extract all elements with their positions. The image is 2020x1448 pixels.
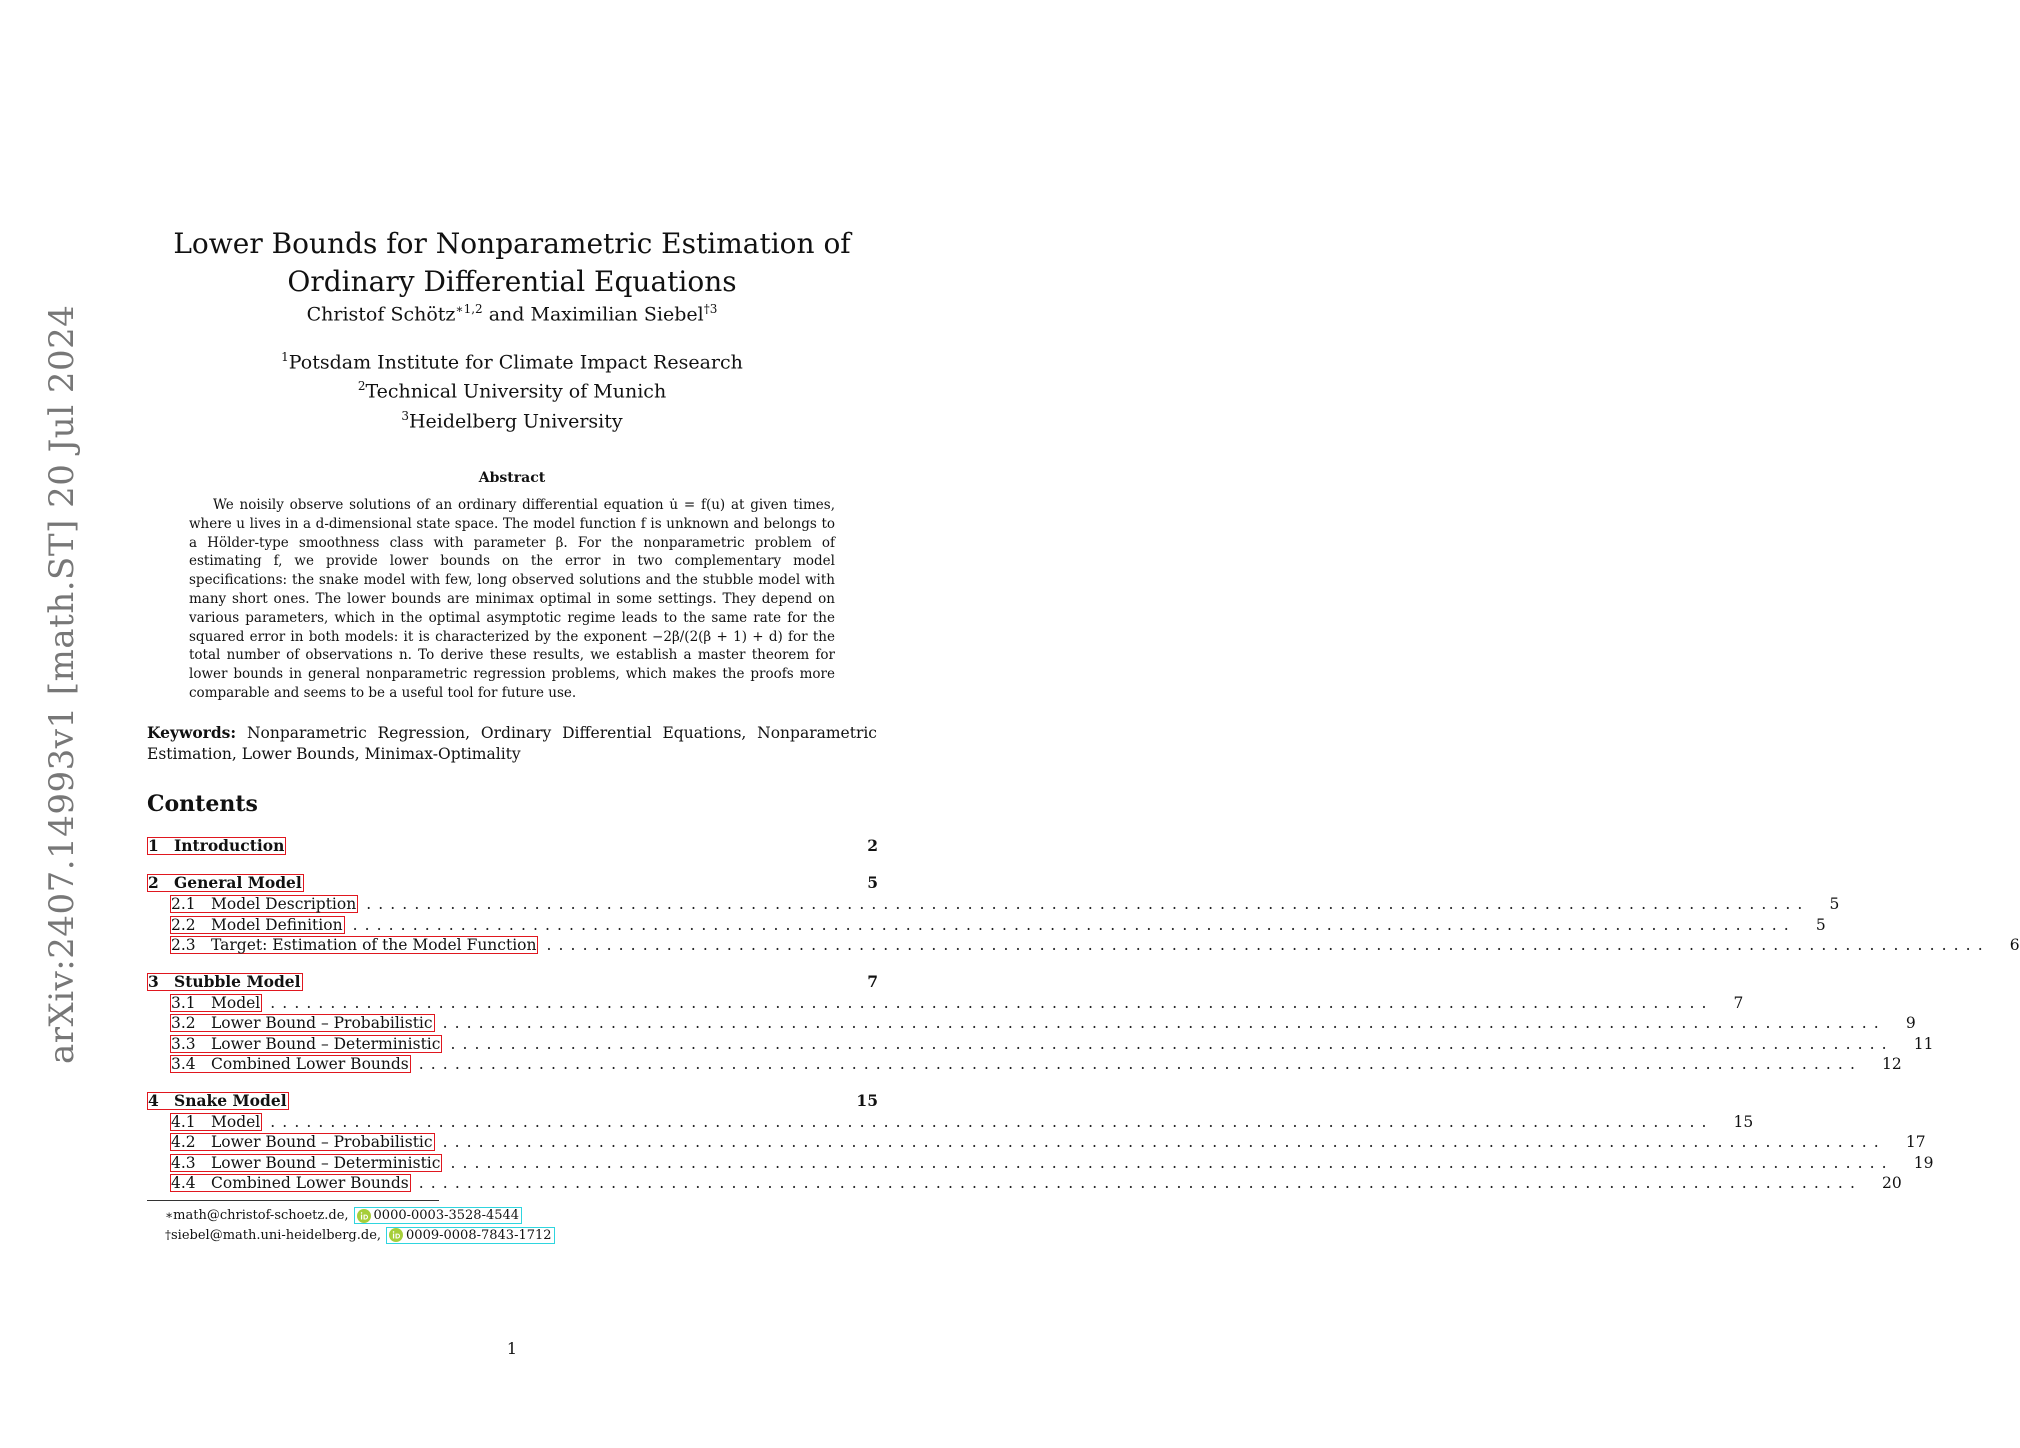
toc-page: 5 (1829, 895, 1840, 913)
toc-title: Stubble Model (174, 971, 301, 991)
toc-link[interactable] (170, 1014, 435, 1032)
footnote-mark: ∗ (165, 1208, 174, 1222)
keywords (147, 722, 877, 765)
toc-subentry (147, 894, 1840, 915)
toc-title: Introduction (174, 836, 285, 855)
affiliation (150, 374, 874, 403)
toc-leader-dots: ........................................................................................................................ (442, 1133, 1886, 1151)
toc-leader-dots: ........................................................................................................................ (450, 1034, 1894, 1053)
toc-number: 3.1 (171, 993, 196, 1012)
abstract-text: We noisily observe solutions of an ordinary differential equation u̇ = f(u) at given times, where u lives in a d-dimensional state space. The model function f is unknown and belongs to a Hölder-type smoothness class with parameter β. For the nonparametric problem of estimating f, we provide lower bounds on the error in two complementary model specifications: the snake model with few, long observed solutions and the stubble model with many short ones. The lower bounds are minimax optimal in some settings. They depend on various parameters, which in the optimal asymptotic regime leads to the same rate for the squared error in both models: it is characterized by the exponent −2β/(2(β + 1) + d) for the total number of observations n. To derive these results, we establish a master theorem for lower bounds in general nonparametric regression problems, which makes the proofs more comparable and seems to be a useful tool for future use. (189, 497, 835, 701)
toc-entry (147, 972, 878, 993)
toc-leader-dots: ........................................................................................................................ (366, 895, 1810, 913)
toc-page: 11 (1913, 1034, 1934, 1053)
toc-number: 2.1 (171, 895, 196, 913)
toc-title: General Model (174, 873, 302, 892)
footnotes (165, 1206, 555, 1245)
toc-page: 15 (856, 1090, 878, 1110)
orcid-id: 0009-0008-7843-1712 (406, 1227, 552, 1243)
toc-link[interactable] (170, 1055, 411, 1073)
orcid-icon (389, 1228, 403, 1242)
author-superscript: ∗1,2 (455, 302, 483, 316)
toc-link[interactable] (147, 874, 304, 892)
affiliations (150, 345, 874, 433)
toc-link[interactable] (170, 1174, 411, 1192)
toc-section (147, 836, 878, 857)
author-connector: and (482, 303, 531, 326)
toc-link[interactable] (170, 1113, 262, 1131)
toc-page: 12 (1882, 1055, 1902, 1073)
toc-number: 4.4 (171, 1174, 196, 1192)
toc-entry (147, 1091, 878, 1112)
affiliation (150, 404, 874, 433)
author-superscript: †3 (703, 302, 718, 316)
table-of-contents (147, 836, 2020, 1210)
toc-number: 4.1 (171, 1112, 196, 1131)
toc-link[interactable] (170, 1035, 442, 1053)
toc-link[interactable] (170, 1154, 442, 1172)
orcid-link[interactable] (354, 1207, 523, 1224)
abstract-heading: Abstract (478, 470, 546, 486)
toc-page: 9 (1905, 1014, 1916, 1032)
affiliation-name: Potsdam Institute for Climate Impact Research (288, 351, 743, 374)
toc-page: 2 (867, 836, 878, 855)
footnote (165, 1226, 555, 1246)
toc-leader-dots: ........................................................................................................................ (352, 915, 1796, 934)
toc-subentry (147, 1054, 1902, 1075)
toc-number: 4.3 (171, 1153, 196, 1172)
orcid-link[interactable] (386, 1227, 555, 1244)
orcid-id: 0000-0003-3528-4544 (373, 1208, 520, 1224)
contents-heading: Contents (147, 791, 258, 817)
toc-title: Target: Estimation of the Model Function (211, 936, 537, 954)
toc-link[interactable] (147, 837, 286, 855)
toc-title: Model (211, 993, 261, 1012)
toc-link[interactable] (170, 895, 358, 913)
toc-title: Lower Bound – Probabilistic (211, 1014, 433, 1032)
arxiv-stamp[interactable]: arXiv:2407.14993v1 [math.ST] 20 Jul 2024 (42, 304, 82, 1064)
toc-page: 15 (1733, 1112, 1754, 1131)
toc-link[interactable] (147, 1092, 289, 1110)
toc-page: 19 (1913, 1153, 1934, 1172)
toc-section (147, 873, 2020, 956)
toc-leader-dots: ........................................................................................................................ (270, 1112, 1714, 1131)
affiliation (150, 345, 874, 374)
author-name: Maximilian Siebel (530, 303, 704, 326)
toc-section (147, 971, 1934, 1075)
toc-number: 3 (148, 971, 159, 991)
footnote-email[interactable]: siebel@math.uni-heidelberg.de, (171, 1227, 382, 1243)
affiliation-name: Heidelberg University (408, 409, 623, 432)
toc-leader-dots: ........................................................................................................................ (418, 1055, 1862, 1073)
orcid-icon (357, 1209, 371, 1223)
toc-subentry (147, 1034, 1934, 1055)
toc-leader-dots: ........................................................................................................................ (442, 1014, 1886, 1032)
footnote (165, 1206, 555, 1226)
toc-number: 2 (148, 873, 159, 892)
toc-leader-dots: ........................................................................................................................ (418, 1174, 1862, 1192)
toc-title: Lower Bound – Deterministic (211, 1153, 441, 1172)
toc-subentry (147, 993, 1744, 1014)
toc-subentry (147, 915, 1826, 936)
toc-link[interactable] (147, 973, 303, 991)
affiliation-mark: 2 (357, 379, 366, 394)
toc-entry (147, 873, 878, 894)
toc-number: 3.2 (171, 1014, 196, 1032)
affiliation-name: Technical University of Munich (365, 380, 667, 403)
toc-title: Model Description (211, 895, 357, 913)
author-name: Christof Schötz (306, 303, 456, 326)
footnote-rule (147, 1200, 439, 1201)
toc-number: 2.2 (171, 915, 196, 934)
toc-title: Lower Bound – Deterministic (211, 1034, 441, 1053)
toc-number: 4.2 (171, 1133, 196, 1151)
affiliation-mark: 1 (281, 350, 289, 364)
page-number: 1 (506, 1339, 518, 1358)
toc-page: 5 (867, 873, 878, 892)
toc-page: 20 (1882, 1174, 1902, 1192)
toc-title: Combined Lower Bounds (211, 1174, 409, 1192)
toc-leader-dots: ........................................................................................................................ (546, 936, 1990, 954)
toc-subentry (147, 1013, 1916, 1034)
toc-entry (147, 836, 878, 857)
toc-section (147, 1090, 1934, 1194)
toc-number: 4 (148, 1090, 159, 1110)
toc-link[interactable] (170, 1133, 435, 1151)
toc-title: Snake Model (174, 1090, 287, 1110)
author-line (150, 302, 874, 325)
toc-page: 7 (1733, 993, 1744, 1012)
keywords-label: Keywords: (147, 723, 237, 742)
toc-number: 1 (148, 836, 159, 855)
footnote-email[interactable]: math@christof-schoetz.de, (173, 1208, 349, 1223)
paper-title: Lower Bounds for Nonparametric Estimation of Ordinary Differential Equations (173, 226, 851, 298)
toc-subentry (147, 1112, 1754, 1133)
toc-subentry (147, 1132, 1926, 1153)
keywords-text: Nonparametric Regression, Ordinary Differential Equations, Nonparametric Estimation, Lower Bounds, Minimax-Optimality (147, 724, 877, 763)
toc-title: Model (211, 1112, 261, 1131)
toc-page: 5 (1815, 915, 1826, 934)
toc-subentry (147, 935, 2020, 956)
toc-subentry (147, 1153, 1934, 1174)
toc-title: Lower Bound – Probabilistic (211, 1133, 433, 1151)
toc-number: 3.4 (171, 1055, 196, 1073)
toc-link[interactable] (170, 936, 538, 954)
toc-subentry (147, 1173, 1902, 1194)
footnote-mark: † (165, 1227, 171, 1242)
toc-page: 7 (867, 971, 878, 991)
toc-title: Combined Lower Bounds (211, 1055, 409, 1073)
toc-link[interactable] (170, 916, 345, 934)
toc-number: 2.3 (171, 936, 196, 954)
toc-leader-dots: ........................................................................................................................ (270, 993, 1714, 1012)
toc-leader-dots: ........................................................................................................................ (450, 1153, 1894, 1172)
affiliation-mark: 3 (401, 408, 409, 423)
toc-page: 17 (1905, 1133, 1926, 1151)
toc-number: 3.3 (171, 1034, 196, 1053)
toc-link[interactable] (170, 994, 262, 1012)
toc-title: Model Definition (211, 915, 343, 934)
toc-page: 6 (2009, 936, 2020, 954)
